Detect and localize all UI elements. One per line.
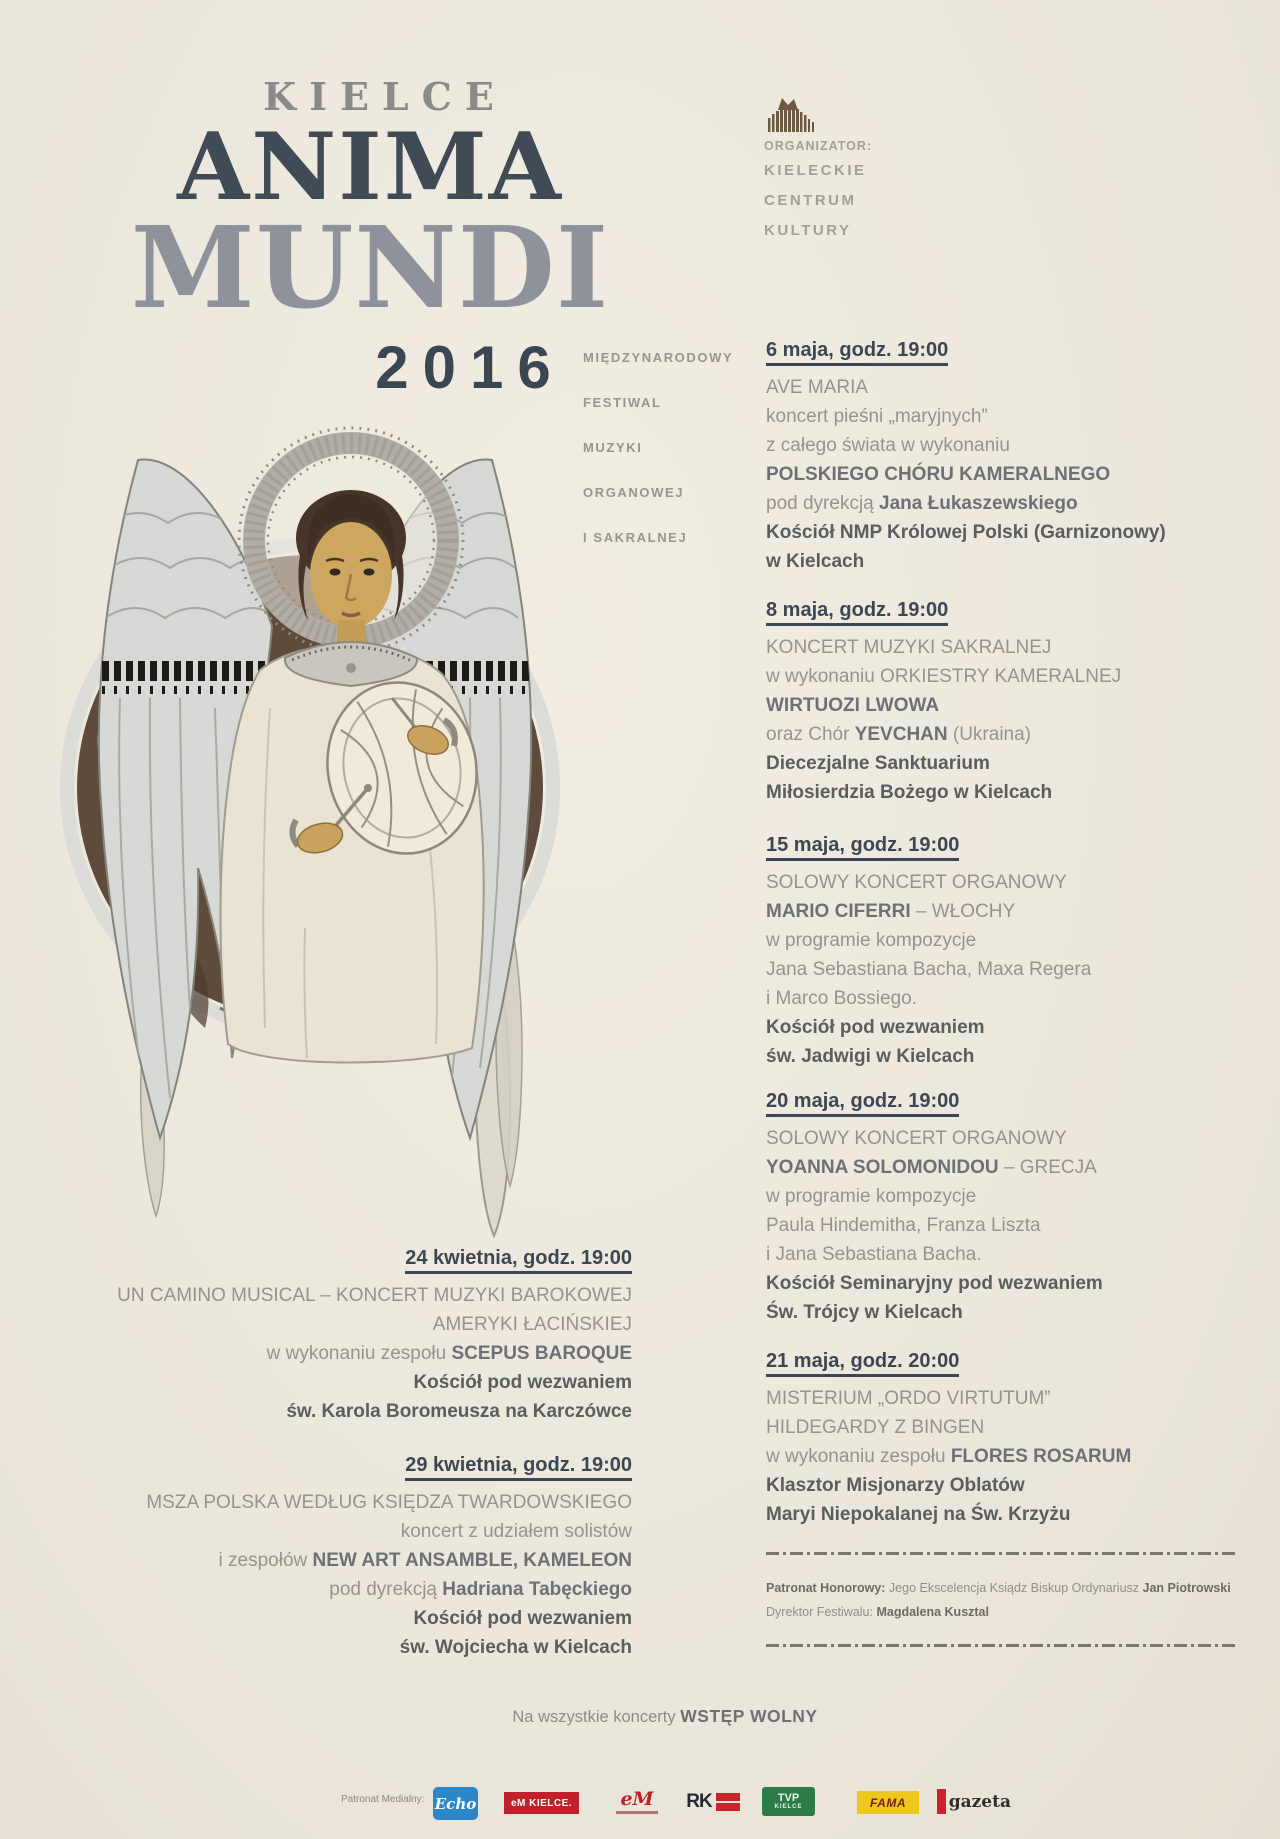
organizer-line: KULTURY <box>764 222 852 239</box>
text-segment: Kościół Seminaryjny pod wezwaniem <box>766 1273 1103 1294</box>
subtitle-line: I SAKRALNEJ <box>583 530 688 545</box>
text-segment: YEVCHAN <box>854 724 948 745</box>
text-segment: Kościół pod wezwaniem <box>766 1017 985 1038</box>
event-line <box>766 984 1236 1013</box>
subtitle-line: FESTIWAL <box>583 395 662 410</box>
event-line <box>766 691 1236 720</box>
logo-gazeta <box>937 1789 1011 1814</box>
text-segment: i Jana Sebastiana Bacha. <box>766 1244 982 1265</box>
event-line <box>766 1182 1236 1211</box>
angel-illustration <box>20 368 600 1268</box>
organizer-line: KIELECKIE <box>764 162 867 179</box>
festival-subtitle <box>583 335 753 560</box>
text-segment: POLSKIEGO CHÓRU KAMERALNEGO <box>766 464 1111 485</box>
text-segment: św. Jadwigi w Kielcach <box>766 1046 975 1067</box>
text-segment: Jan Piotrowski <box>1142 1581 1231 1595</box>
logo-em-kielce <box>504 1792 579 1814</box>
festival-title-line2: MUNDI <box>130 203 610 334</box>
text-segment: Dyrektor Festiwalu: <box>766 1605 877 1619</box>
event-line <box>40 1488 632 1517</box>
text-segment: Jana Sebastiana Bacha, Maxa Regera <box>766 959 1092 980</box>
event-line <box>766 1013 1236 1042</box>
text-segment: Hadriana Tabęckiego <box>442 1579 632 1600</box>
event-line <box>766 897 1236 926</box>
text-segment: w wykonaniu zespołu <box>766 1446 951 1467</box>
text-segment: WIRTUOZI LWOWA <box>766 695 940 716</box>
event-line <box>40 1281 632 1310</box>
text-segment: SOLOWY KONCERT ORGANOWY <box>766 872 1067 893</box>
text-segment: MARIO CIFERRI <box>766 901 911 922</box>
text-segment: w wykonaniu ORKIESTRY KAMERALNEJ <box>766 666 1122 687</box>
event-line <box>40 1604 632 1633</box>
event-line <box>766 749 1236 778</box>
logo-gazeta-red-block <box>937 1789 946 1814</box>
logo-radio-fama-text: FAMA <box>870 1795 906 1810</box>
event-line <box>766 1124 1236 1153</box>
event-29-kwietnia <box>40 1453 632 1662</box>
organizer-label: ORGANIZATOR: <box>764 139 873 153</box>
text-segment: Maryi Niepokalanej na Św. Krzyżu <box>766 1504 1071 1525</box>
event-line <box>766 868 1236 897</box>
text-segment: – GRECJA <box>998 1157 1097 1178</box>
event-line <box>40 1339 632 1368</box>
event-15-maja <box>766 833 1236 1071</box>
text-segment: Miłosierdzia Bożego w Kielcach <box>766 782 1053 803</box>
text-segment: AVE MARIA <box>766 377 869 398</box>
text-segment: – WŁOCHY <box>910 901 1016 922</box>
subtitle-line: ORGANOWEJ <box>583 485 685 500</box>
event-date: 20 maja, godz. 19:00 <box>766 1089 959 1117</box>
event-date: 6 maja, godz. 19:00 <box>766 338 948 366</box>
text-segment: Klasztor Misjonarzy Oblatów <box>766 1475 1025 1496</box>
event-date: 8 maja, godz. 19:00 <box>766 598 948 626</box>
event-line <box>766 402 1236 431</box>
event-line <box>766 1500 1236 1529</box>
logo-radio-fama <box>857 1791 919 1814</box>
event-line <box>766 1384 1236 1413</box>
text-segment: Paula Hindemitha, Franza Liszta <box>766 1215 1041 1236</box>
text-segment: Kościół NMP Królowej Polski (Garnizonowy) <box>766 522 1166 543</box>
organizer-line: CENTRUM <box>764 192 857 209</box>
text-segment: Kościół pod wezwaniem <box>413 1608 632 1629</box>
event-date: 24 kwietnia, godz. 19:00 <box>405 1246 632 1274</box>
text-segment: MISTERIUM „ORDO VIRTUTUM” <box>766 1388 1051 1409</box>
text-segment: koncert z udziałem solistów <box>400 1521 632 1542</box>
event-line <box>40 1368 632 1397</box>
media-patronage-label: Patronat Medialny: <box>341 1794 425 1805</box>
event-line <box>40 1397 632 1426</box>
organizer-logo-icon <box>764 96 820 139</box>
event-date: 21 maja, godz. 20:00 <box>766 1349 959 1377</box>
event-line <box>766 1413 1236 1442</box>
subtitle-line: MIĘDZYNARODOWY <box>583 350 734 365</box>
event-line <box>766 431 1236 460</box>
text-segment: KONCERT MUZYKI SAKRALNEJ <box>766 637 1052 658</box>
text-segment: koncert pieśni „maryjnych” <box>766 406 988 427</box>
patronat-block <box>766 1576 1246 1624</box>
logo-em-kielce-text: eM KIELCE. <box>510 1797 573 1809</box>
logo-radio-kielce-text: RK <box>686 1791 712 1812</box>
event-line <box>766 1211 1236 1240</box>
text-segment: z całego świata w wykonaniu <box>766 435 1010 456</box>
event-24-kwietnia <box>40 1246 632 1426</box>
dashed-divider-top <box>766 1552 1236 1555</box>
event-line <box>40 1310 632 1339</box>
text-segment: w Kielcach <box>766 551 865 572</box>
text-segment: Diecezjalne Sanktuarium <box>766 753 990 774</box>
text-segment: Św. Trójcy w Kielcach <box>766 1302 963 1323</box>
event-8-maja <box>766 598 1236 807</box>
text-segment: (Ukraina) <box>947 724 1032 745</box>
text-segment: SCEPUS BAROQUE <box>451 1343 632 1364</box>
event-line <box>766 926 1236 955</box>
event-20-maja <box>766 1089 1236 1327</box>
logo-echo-text: Echo <box>434 1794 477 1813</box>
text-segment: Jego Ekscelencja Ksiądz Biskup Ordynariusz <box>888 1581 1143 1595</box>
free-entry-prefix: Na wszystkie koncerty <box>512 1708 681 1726</box>
logo-radio-em <box>610 1785 664 1817</box>
event-line <box>766 1042 1236 1071</box>
festival-title-line1: ANIMA <box>177 112 563 221</box>
logo-gazeta-text: gazeta <box>948 1791 1011 1812</box>
event-line <box>766 778 1236 807</box>
text-segment: HILDEGARDY Z BINGEN <box>766 1417 985 1438</box>
event-line <box>766 662 1236 691</box>
text-segment: w wykonaniu zespołu <box>266 1343 452 1364</box>
logo-radio-em-text: eM <box>620 1787 654 1810</box>
text-segment: pod dyrekcją <box>329 1579 443 1600</box>
organizer-name <box>764 156 872 246</box>
event-line <box>766 633 1236 662</box>
text-segment: NEW ART ANSAMBLE, KAMELEON <box>312 1550 632 1571</box>
logo-radio-em-underline <box>616 1811 658 1814</box>
event-line <box>766 1442 1236 1471</box>
festival-year: 2016 <box>375 334 565 401</box>
logo-tvp-subtext: KIELCE <box>774 1804 803 1810</box>
event-line <box>40 1633 632 1662</box>
event-line <box>766 489 1236 518</box>
text-segment: Kościół pod wezwaniem <box>413 1372 632 1393</box>
event-line <box>766 720 1236 749</box>
event-6-maja <box>766 338 1236 576</box>
text-segment: św. Wojciecha w Kielcach <box>399 1637 632 1658</box>
cat-organ-pipes-icon <box>764 96 820 134</box>
text-segment: pod dyrekcją <box>766 493 880 514</box>
text-segment: oraz Chór <box>766 724 855 745</box>
event-line <box>766 955 1236 984</box>
text-segment: FLORES ROSARUM <box>950 1446 1132 1467</box>
dashed-divider-bottom <box>766 1644 1236 1647</box>
event-line <box>40 1575 632 1604</box>
text-segment: w programie kompozycje <box>766 930 977 951</box>
patronat-line <box>766 1576 1246 1600</box>
event-21-maja <box>766 1349 1236 1529</box>
text-segment: Patronat Honorowy: <box>766 1581 889 1595</box>
text-segment: YOANNA SOLOMONIDOU <box>766 1157 999 1178</box>
logo-radio-kielce <box>685 1789 741 1815</box>
event-line <box>766 1153 1236 1182</box>
logo-echo <box>433 1787 478 1820</box>
text-segment: SOLOWY KONCERT ORGANOWY <box>766 1128 1067 1149</box>
event-line <box>40 1517 632 1546</box>
event-line <box>766 460 1236 489</box>
logo-radio-kielce-bars <box>716 1793 740 1811</box>
event-line <box>766 1471 1236 1500</box>
event-line <box>766 373 1236 402</box>
event-line <box>40 1546 632 1575</box>
event-date: 29 kwietnia, godz. 19:00 <box>405 1453 632 1481</box>
free-entry-bold: WSTĘP WOLNY <box>680 1706 818 1726</box>
event-line <box>766 1269 1236 1298</box>
text-segment: Magdalena Kusztal <box>876 1605 989 1619</box>
city-title: KIELCE <box>263 74 507 119</box>
text-segment: UN CAMINO MUSICAL – KONCERT MUZYKI BAROKOWEJ <box>117 1285 632 1306</box>
subtitle-line: MUZYKI <box>583 440 643 455</box>
text-segment: MSZA POLSKA WEDŁUG KSIĘDZA TWARDOWSKIEGO <box>146 1492 632 1513</box>
text-segment: i zespołów <box>218 1550 313 1571</box>
event-line <box>766 1240 1236 1269</box>
organizer-block <box>764 136 872 246</box>
event-date: 15 maja, godz. 19:00 <box>766 833 959 861</box>
free-entry-note <box>340 1706 990 1727</box>
event-line <box>766 518 1236 547</box>
text-segment: w programie kompozycje <box>766 1186 977 1207</box>
logo-tvp-text: TVP <box>777 1792 800 1804</box>
event-line <box>766 547 1236 576</box>
text-segment: AMERYKI ŁACIŃSKIEJ <box>432 1314 632 1335</box>
text-segment: i Marco Bossiego. <box>766 988 918 1009</box>
patronat-line <box>766 1600 1246 1624</box>
text-segment: św. Karola Boromeusza na Karczówce <box>286 1401 632 1422</box>
text-segment: Jana Łukaszewskiego <box>879 493 1078 514</box>
logo-tvp-kielce <box>762 1787 815 1816</box>
event-line <box>766 1298 1236 1327</box>
